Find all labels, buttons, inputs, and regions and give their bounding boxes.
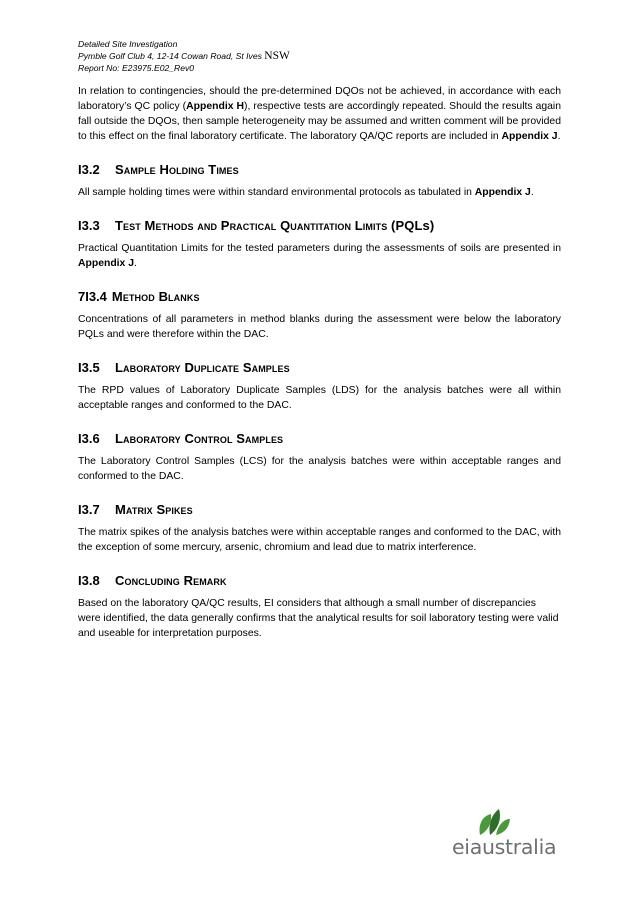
section-body-concluding-remark xyxy=(78,596,561,641)
section-title-abbrev: (PQLs) xyxy=(391,218,435,233)
header-state: NSW xyxy=(264,50,290,62)
ei-australia-logo xyxy=(451,808,561,860)
section-number: I3.3 xyxy=(78,218,100,233)
page-content xyxy=(78,84,561,641)
section-heading-control-samples xyxy=(78,431,561,447)
header-site-address-text: Pymble Golf Club 4, 12-14 Cowan Road, St Ives xyxy=(78,51,262,61)
section-body-text: All sample holding times were within standard environmental protocols as tabulated in xyxy=(78,187,475,198)
section-number: 7I3.4 xyxy=(78,289,107,304)
logo-wordmark: eiaustralia xyxy=(452,835,557,859)
section-body-text-end: . xyxy=(530,187,534,198)
section-body-text: Concentrations of all parameters in method blanks during the assessment were below the laboratory PQLs and were therefore within the DAC. xyxy=(78,314,561,340)
intro-text-1: In relation to contingencies, should the pre-determined DQOs not be achieved, in accordance with each laboratory’s QC policy ( xyxy=(78,86,561,112)
section-heading-duplicate-samples xyxy=(78,360,561,376)
intro-text-2: ), respective tests are accordingly repeated. Should the results again fall outside the DQOs, then sample heterogeneity may be assumed and written comment will be provided to this effect on the final laboratory certificate. The laboratory QA/QC reports are included in xyxy=(78,101,562,142)
section-title: Method Blanks xyxy=(111,289,200,304)
section-body-text: The Laboratory Control Samples (LCS) for the analysis batches were within acceptable ranges and conformed to the DAC. xyxy=(78,456,561,482)
section-heading-matrix-spikes xyxy=(78,502,561,518)
page-header xyxy=(78,38,578,74)
intro-paragraph xyxy=(78,84,561,144)
section-title: Laboratory Duplicate Samples xyxy=(115,360,290,375)
section-body-appendix: Appendix J xyxy=(78,258,135,269)
section-title: Matrix Spikes xyxy=(115,502,193,517)
section-title: Sample Holding Times xyxy=(115,162,239,177)
header-report-number: Report No: E23975.E02_Rev0 xyxy=(78,63,195,73)
section-body-control-samples xyxy=(78,454,561,484)
section-title-wrap xyxy=(115,218,434,234)
section-number: I3.2 xyxy=(78,162,100,177)
section-body-text-end: . xyxy=(134,258,137,269)
section-number: I3.6 xyxy=(78,431,100,446)
intro-appendix-j: Appendix J xyxy=(501,131,558,142)
intro-text-3: . xyxy=(557,131,561,142)
leaf-logo-icon xyxy=(477,808,511,838)
header-site-address xyxy=(78,50,578,62)
section-heading-concluding-remark xyxy=(78,573,561,589)
section-heading-method-blanks xyxy=(78,289,561,305)
section-body-holding-times xyxy=(78,185,561,200)
section-heading-test-methods xyxy=(78,218,561,234)
section-title: Concluding Remark xyxy=(115,573,227,588)
intro-appendix-h: Appendix H xyxy=(186,101,245,112)
section-heading-holding-times xyxy=(78,162,561,178)
section-body-test-methods xyxy=(78,241,561,271)
section-body-appendix: Appendix J xyxy=(474,187,531,198)
section-number: I3.7 xyxy=(78,502,100,517)
leaf-left-shape xyxy=(479,814,491,835)
section-title: Laboratory Control Samples xyxy=(115,431,284,446)
section-number: I3.5 xyxy=(78,360,100,375)
section-body-text: The RPD values of Laboratory Duplicate Samples (LDS) for the analysis batches were all within acceptable ranges and conformed to the DAC. xyxy=(78,385,561,411)
section-number: I3.8 xyxy=(78,573,100,588)
header-report-type: Detailed Site Investigation xyxy=(78,39,178,49)
section-body-text: Practical Quantitation Limits for the tested parameters during the assessments of soils are presented in xyxy=(78,243,561,254)
section-title: Test Methods and Practical Quantitation Limits xyxy=(115,218,388,233)
section-body-text: Based on the laboratory QA/QC results, EI considers that although a small number of discrepancies were identified, the data generally confirms that the analytical results for soil laboratory testing were valid and useable for interpretation purposes. xyxy=(78,598,559,639)
section-body-method-blanks xyxy=(78,312,561,342)
section-body-duplicate-samples xyxy=(78,383,561,413)
section-body-matrix-spikes xyxy=(78,525,561,555)
section-body-text: The matrix spikes of the analysis batches were within acceptable ranges and conformed to the DAC, with the exception of some mercury, arsenic, chromium and lead due to matrix interference. xyxy=(78,527,561,553)
